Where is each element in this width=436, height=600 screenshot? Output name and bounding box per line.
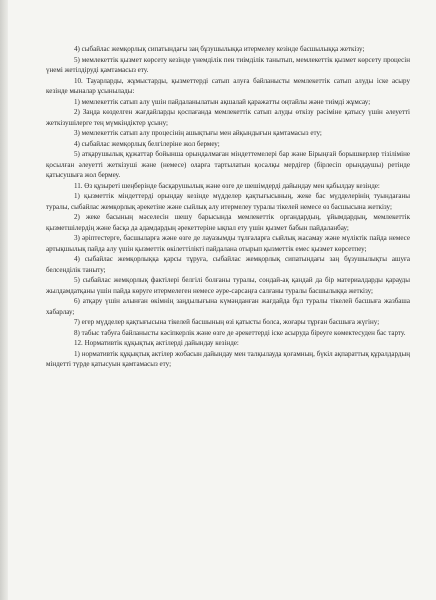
paragraph: 7) егер мүдделер қақтығысына тікелей басшының өзі қатысты болса, жоғары тұрған басшыға жүгіну; bbox=[74, 318, 380, 326]
paragraph: 8) табыс табуға байланысты кәсіпкерлік және өзге де әрекеттерді іске асыруда біреуге көмектесуден бас тарту. bbox=[74, 328, 406, 337]
paragraph: 4) сыбайлас жемқорлық сипатындағы заң бұзушылыққа итермелеу кезінде басшылыққа жеткізу; bbox=[74, 45, 365, 53]
paragraph: 5) атқарушылық құжаттар бойынша орындалмаған міндеттемелері бар және Бірыңғай борышкерлер тізіліміне қосылған әлеуетті жеткізуші және (немесе) оларға тартылатын қосалқы мердігер (бірлесіп орындаушы) ретінде қатысушыға жол бермеу. bbox=[46, 150, 410, 179]
paragraph: 2) жеке басының мәселесін шешу барысында мемлекеттік органдардың, ұйымдардың, мемлекеттік қызметшілердің және басқа да адамдардың әрекеттеріне ықпал ету үшін қызмет бабын пайдаланбау; bbox=[46, 213, 410, 232]
paragraph: 1) қызметтік міндеттерді орындау кезінде мүдделер қақтығысының, жеке бас мүдделерінің туындағаны туралы, сыбайлас жемқорлық әрекетіне және сыйлық алу итермелеу туралы тікелей немесе өз басшысына жеткізу; bbox=[46, 192, 410, 211]
paragraph: 10. Тауарларды, жұмыстарды, қызметтерді сатып алуға байланысты мемлекеттік сатып алуды іске асыру кезінде мыналар ұсынылады: bbox=[46, 76, 410, 95]
paragraph: 3) мемлекеттік сатып алу процесінің ашықтығы мен айқындығын қамтамасыз ету; bbox=[74, 129, 322, 137]
paragraph: 5) мемлекеттік қызмет көрсету кезінде үнемділік пен тиімділік танытып, мемлекеттік қызмет көрсету процесін үнемі жетілдіруді қамтамасыз ету. bbox=[46, 55, 410, 74]
paragraph: 5) сыбайлас жемқорлық фактілері белгілі болғаны туралы, сондай-ақ қандай да бір материалдарды қарауды жылдамдатқаны үшін пайда көруге итермелеген немесе әуре-сарсаңға салғаны туралы басшылыққа жеткізу; bbox=[46, 276, 410, 295]
paragraph: 1) нормативтік құқықтық актілер жобасын дайындау мен талқылауда қоғамның, бүкіл ақпараттық құралдардың міндетті түрде қатысуын қамтамасыз ету; bbox=[46, 349, 410, 368]
document-body bbox=[46, 44, 410, 370]
paragraph: 11. Өз құзыреті шеңберінде басқарушылық және өзге де шешімдерді дайындау мен қабылдау кезінде: bbox=[74, 181, 380, 190]
paragraph: 2) Заңда көзделген жағдайларды қоспағанда мемлекеттік сатып алуды өткізу рәсіміне қатысу үшін әлеуетті жеткізушілерге тең мүмкіндіктер ұсыну; bbox=[46, 108, 410, 127]
paragraph: 4) сыбайлас жемқорлыққа қарсы тұруға, сыбайлас жемқорлық сипатындағы заң бұзушылықты ашуға белсенділік таныту; bbox=[46, 255, 410, 274]
paragraph: 4) сыбайлас жемқорлық белгілеріне жол бермеу; bbox=[74, 139, 220, 148]
paragraph: 6) атқару үшін алынған өкімнің заңдылығына күмәнданған жағдайда бұл туралы тікелей басшыға жазбаша хабарлау; bbox=[46, 297, 410, 316]
page-binding-edge bbox=[0, 0, 8, 600]
paragraph: 3) әріптестерге, басшыларға және өзге де лауазымды тұлғаларға сыйлық жасамау және мүліктік пайда немесе артықшылық пайда алу үшін қызметтік өкілеттілікті пайдалана отырып қызметтік емес қызмет көрсетпеу; bbox=[46, 234, 410, 253]
paragraph: 1) мемлекеттік сатып алу үшін пайдаланылатын ақшалай қаражатты оңтайлы және тиімді жұмсау; bbox=[74, 97, 371, 106]
paragraph: 12. Нормативтік құқықтық актілерді дайындау кезінде: bbox=[74, 339, 239, 347]
